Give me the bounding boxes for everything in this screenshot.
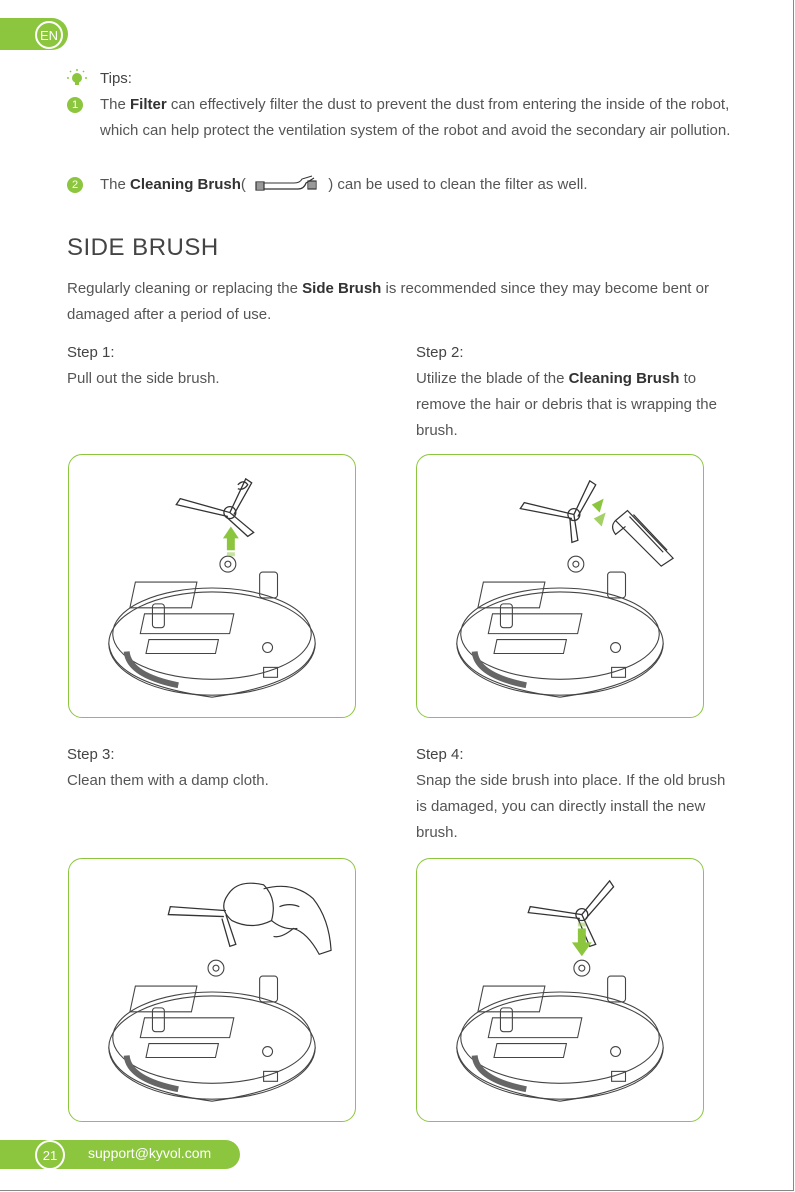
language-label: EN <box>39 27 59 43</box>
step-3 <box>67 742 377 794</box>
side-brush-illustration <box>520 481 595 543</box>
intro-text-post: is recommended since they may become bent or damaged after a period of use. <box>67 280 709 323</box>
step-text: Clean them with a damp cloth. <box>67 772 269 789</box>
cleaning-brush-icon <box>613 511 674 567</box>
step-2 <box>416 340 726 444</box>
step-text <box>416 366 726 444</box>
tip-text-post: ) can be used to clean the filter as well. <box>328 176 588 193</box>
tip-text-post: can effectively filter the dust to prevent the dust from entering the inside of the robot, which can help protect the ventilation system of the robot and avoid the secondary air pollution. <box>100 96 731 139</box>
tips-title: Tips: <box>100 70 132 87</box>
step-title: Step 2: <box>416 344 464 361</box>
tip-paren-open: ( <box>240 176 246 193</box>
step-keyword-cleaning-brush: Cleaning Brush <box>568 370 680 387</box>
section-intro <box>67 276 727 328</box>
step-text-post: to remove the hair or debris that is wrapping the brush. <box>416 370 717 439</box>
tip-number-1: 1 <box>67 97 83 113</box>
step-title: Step 1: <box>67 344 115 361</box>
illustration-panel-step-3 <box>68 858 356 1122</box>
intro-keyword-side-brush: Side Brush <box>302 280 382 297</box>
page-number: 21 <box>42 1147 58 1163</box>
robot-vacuum-illustration <box>69 859 355 1121</box>
tip-keyword-cleaning-brush: Cleaning Brush <box>130 176 241 193</box>
tip-keyword-filter: Filter <box>130 96 167 113</box>
section-title: SIDE BRUSH <box>67 234 219 261</box>
robot-vacuum-illustration <box>417 859 703 1121</box>
illustration-panel-step-4 <box>416 858 704 1122</box>
hand-cloth-illustration <box>224 883 331 954</box>
robot-vacuum-illustration <box>417 455 703 717</box>
page-number-badge <box>35 1140 65 1170</box>
step-text: Snap the side brush into place. If the old brush is damaged, you can directly install the new brush. <box>416 772 726 841</box>
step-title: Step 3: <box>67 746 115 763</box>
tip-text-pre: The <box>100 96 131 113</box>
support-email[interactable]: support@kyvol.com <box>88 1145 212 1161</box>
step-title: Step 4: <box>416 746 464 763</box>
illustration-panel-step-1 <box>68 454 356 718</box>
cleaning-brush-icon <box>254 175 320 195</box>
step-text: Pull out the side brush. <box>67 370 220 387</box>
tip-text-pre: The <box>100 176 131 193</box>
arrow-up-icon <box>223 526 239 556</box>
step-1 <box>67 340 377 392</box>
tip-number-2: 2 <box>67 177 83 193</box>
intro-text-pre: Regularly cleaning or replacing the <box>67 280 303 297</box>
language-badge <box>35 21 63 49</box>
robot-vacuum-illustration <box>69 455 355 717</box>
step-text-pre: Utilize the blade of the <box>416 370 569 387</box>
side-brush-illustration <box>176 479 253 537</box>
illustration-panel-step-2 <box>416 454 704 718</box>
tip-item-1 <box>71 92 740 144</box>
bulb-icon <box>67 69 87 89</box>
tip-item-2 <box>71 172 740 198</box>
side-brush-illustration <box>528 881 613 947</box>
step-4 <box>416 742 726 846</box>
arrow-icon <box>592 499 606 527</box>
